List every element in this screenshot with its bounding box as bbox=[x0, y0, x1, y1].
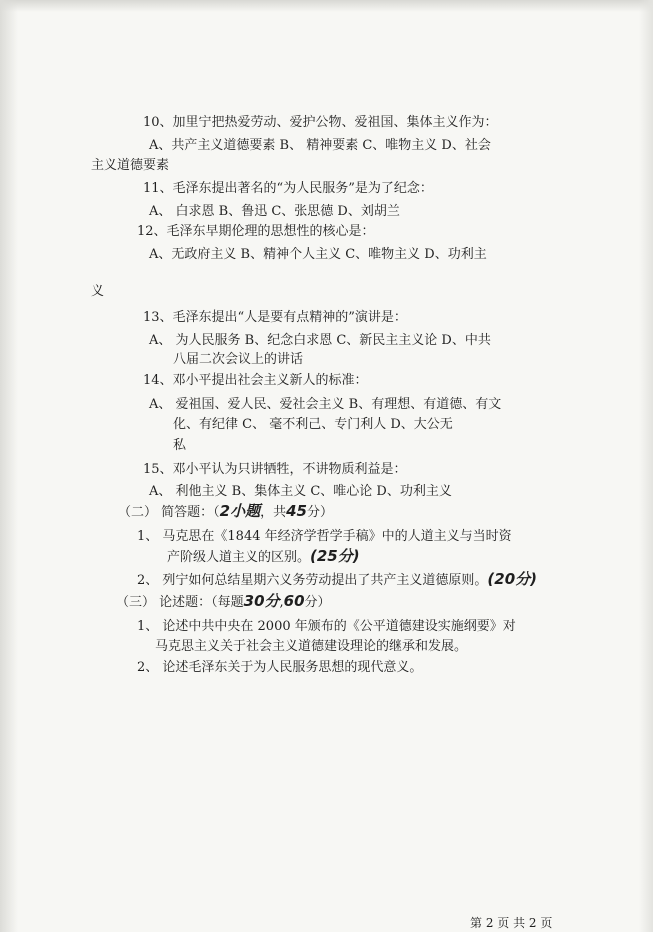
handwritten-total-points: 45 bbox=[286, 502, 307, 520]
handwritten-question-count: 2小题 bbox=[219, 502, 261, 520]
scan-shadow-right bbox=[639, 0, 653, 932]
section-2-heading-suffix: 分） bbox=[306, 505, 333, 520]
essay-1-line-1: 1、 论述中共中央在 2000 年颁布的《公平道德建设实施纲要》对 bbox=[137, 619, 516, 634]
question-13-stem: 13、毛泽东提出“人是要有点精神的”演讲是： bbox=[143, 310, 407, 325]
question-15-options: A、 利他主义 B、集体主义 C、唯心论 D、功利主义 bbox=[149, 484, 452, 499]
section-2-heading-prefix: （二） 简答题：（ bbox=[118, 505, 220, 520]
short-answer-1-line-2 bbox=[167, 549, 360, 564]
question-14-stem: 14、邓小平提出社会主义新人的标准： bbox=[143, 373, 368, 388]
short-answer-1-line-1: 1、 马克思在《1844 年经济学哲学手稿》中的人道主义与当时资 bbox=[137, 529, 512, 544]
question-10-stem: 10、加里宁把热爱劳动、爱护公物、爱祖国、集体主义作为： bbox=[143, 115, 498, 130]
handwritten-points-20: (20分) bbox=[487, 570, 537, 588]
short-answer-2-line bbox=[137, 572, 537, 587]
question-13-options: A、 为人民服务 B、纪念白求恩 C、新民主主义论 D、中共 bbox=[149, 333, 491, 348]
essay-1-line-2: 马克思主义关于社会主义道德建设理论的继承和发展。 bbox=[155, 639, 468, 654]
handwritten-points-25: (25分) bbox=[310, 547, 360, 565]
page-number: 第 2 页 共 2 页 bbox=[470, 916, 553, 930]
scan-shadow-left bbox=[0, 0, 18, 932]
question-11-options: A、 白求恩 B、鲁迅 C、张思德 D、刘胡兰 bbox=[149, 204, 400, 219]
question-14-options: A、 爱祖国、爱人民、爱社会主义 B、有理想、有道德、有文 bbox=[149, 397, 502, 412]
question-14-options-cont2: 私 bbox=[173, 438, 187, 453]
question-11-stem: 11、毛泽东提出著名的“为人民服务”是为了纪念： bbox=[143, 181, 433, 196]
handwritten-total-60: 60 bbox=[283, 592, 305, 610]
question-13-options-cont: 八届二次会议上的讲话 bbox=[173, 352, 304, 367]
handwritten-points-each: 30分 bbox=[243, 592, 280, 610]
question-12-stem: 12、毛泽东早期伦理的思想性的核心是： bbox=[137, 224, 375, 239]
question-12-options-cont: 义 bbox=[91, 284, 105, 299]
short-answer-2-text: 2、 列宁如何总结星期六义务劳动提出了共产主义道德原则。 bbox=[137, 573, 488, 588]
section-2-heading-mid: ，共 bbox=[260, 505, 287, 520]
essay-2-line: 2、 论述毛泽东关于为人民服务思想的现代意义。 bbox=[137, 660, 423, 675]
question-10-options-cont: 主义道德要素 bbox=[91, 158, 170, 173]
section-3-heading-suffix: 分） bbox=[304, 595, 331, 610]
scan-shadow-top bbox=[0, 0, 653, 12]
question-12-options: A、无政府主义 B、精神个人主义 C、唯物主义 D、功利主 bbox=[149, 247, 487, 262]
short-answer-1-text: 产阶级人道主义的区别。 bbox=[167, 550, 311, 565]
question-15-stem: 15、邓小平认为只讲牺牲，不讲物质利益是： bbox=[143, 462, 407, 477]
section-2-heading bbox=[118, 504, 333, 519]
section-3-heading: （三） 论述题：（每题30分,60分） bbox=[116, 592, 331, 610]
section-3-heading-prefix: （三） 论述题：（每题 bbox=[116, 595, 244, 610]
question-14-options-cont: 化、有纪律 C、 毫不利己、专门利人 D、大公无 bbox=[173, 417, 453, 432]
question-10-options: A、共产主义道德要素 B、 精神要素 C、唯物主义 D、社会 bbox=[149, 138, 491, 153]
